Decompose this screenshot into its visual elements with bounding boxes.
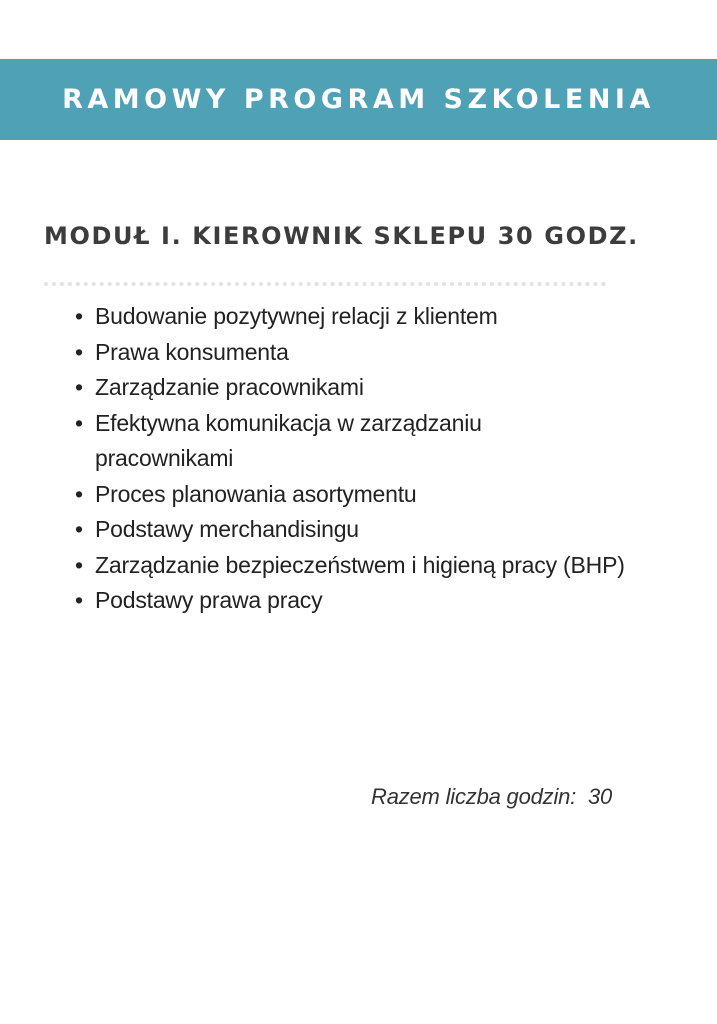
list-item: [75, 370, 695, 406]
list-item: [75, 335, 695, 371]
header-bar: [0, 59, 717, 140]
bullet-icon: •: [75, 338, 83, 365]
list-item-text: Podstawy prawa pracy: [95, 587, 323, 613]
page-title: RAMOWY PROGRAM SZKOLENIA: [62, 84, 655, 115]
list-item: [75, 406, 695, 477]
bullet-icon: •: [75, 480, 83, 507]
list-item: [75, 512, 695, 548]
bullet-icon: •: [75, 303, 83, 329]
list-item-text: Podstawy merchandisingu: [95, 516, 359, 542]
bullet-icon: •: [75, 516, 83, 542]
bullet-icon: •: [75, 374, 83, 400]
total-hours-value: 30: [587, 784, 613, 809]
list-item-text: Zarządzanie bezpieczeństwem i higieną pracy (BHP): [95, 551, 625, 578]
list-item-text: Proces planowania asortymentu: [95, 480, 417, 507]
list-item-text-continued: pracownikami: [95, 445, 234, 471]
bullet-icon: •: [75, 551, 83, 578]
total-hours: [371, 784, 612, 810]
topic-list: [75, 299, 695, 619]
list-item-text: Zarządzanie pracownikami: [95, 374, 364, 400]
total-hours-label: Razem liczba godzin:: [371, 784, 577, 809]
module-title: MODUŁ I. KIEROWNIK SKLEPU 30 GODZ.: [44, 222, 639, 250]
list-item: [75, 548, 695, 584]
list-item-text: Prawa konsumenta: [95, 338, 289, 365]
bullet-icon: •: [75, 409, 83, 436]
list-item: [75, 583, 695, 619]
list-item: [75, 299, 695, 335]
dotted-divider: [44, 282, 606, 286]
list-item: [75, 477, 695, 513]
list-item-text: Budowanie pozytywnej relacji z klientem: [95, 303, 498, 329]
bullet-icon: •: [75, 587, 83, 613]
list-item-text: Efektywna komunikacja w zarządzaniu: [95, 409, 482, 436]
